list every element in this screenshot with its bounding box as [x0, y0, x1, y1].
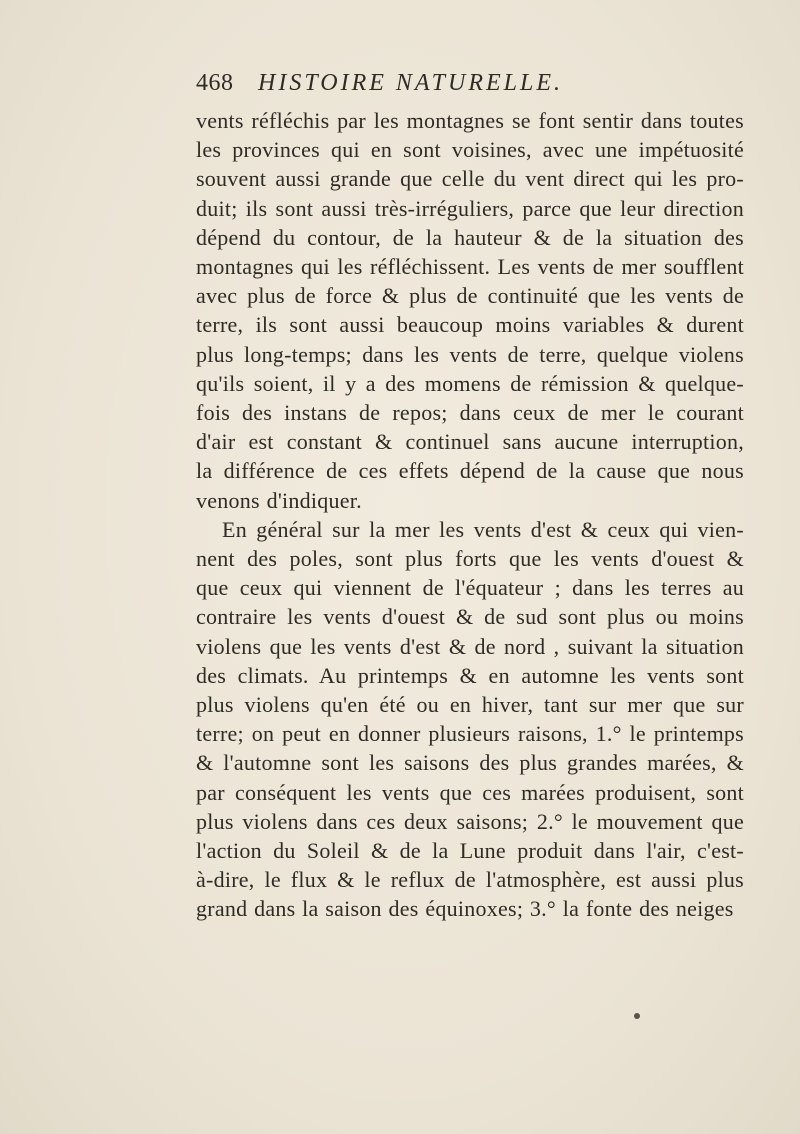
text-line: l'action du Soleil & de la Lune produit dans l'air, c'est-: [196, 838, 744, 864]
text-line: qu'ils soient, il y a des momens de rémission & quelque-: [196, 370, 744, 396]
ink-speck: [634, 1013, 640, 1019]
text-line: nent des poles, sont plus forts que les vents d'ouest &: [196, 546, 744, 572]
text-line: terre, ils sont aussi beaucoup moins variables & durent: [196, 312, 744, 338]
text-line: plus long-temps; dans les vents de terre, quelque violens: [196, 341, 744, 367]
text-line: terre; on peut en donner plusieurs raisons, 1.° le printemps: [196, 721, 744, 747]
text-line: montagnes qui les réfléchissent. Les vents de mer soufflent: [196, 254, 744, 280]
text-line: à-dire, le flux & le reflux de l'atmosphère, est aussi plus: [196, 867, 744, 893]
text-line: souvent aussi grande que celle du vent direct qui les pro-: [196, 166, 744, 192]
text-line: violens que les vents d'est & de nord , suivant la situation: [196, 633, 744, 659]
body-text: [196, 106, 744, 924]
text-line: les provinces qui en sont voisines, avec une impétuosité: [196, 137, 744, 163]
text-line: dépend du contour, de la hauteur & de la situation des: [196, 224, 744, 250]
text-line: venons d'indiquer.: [196, 487, 362, 513]
text-line: plus violens dans ces deux saisons; 2.° le mouvement que: [196, 808, 744, 834]
text-line: En général sur la mer les vents d'est & ceux qui vien-: [222, 516, 744, 542]
text-line: la différence de ces effets dépend de la cause que nous: [196, 458, 744, 484]
text-line: des climats. Au printemps & en automne les vents sont: [196, 662, 744, 688]
text-line: d'air est constant & continuel sans aucune interruption,: [196, 429, 744, 455]
text-line: plus violens qu'en été ou en hiver, tant sur mer que sur: [196, 692, 744, 718]
text-line: duit; ils sont aussi très-irréguliers, parce que leur direction: [196, 195, 744, 221]
text-line: & l'automne sont les saisons des plus grandes marées, &: [196, 750, 744, 776]
text-line: par conséquent les vents que ces marées produisent, sont: [196, 779, 744, 805]
text-line: vents réfléchis par les montagnes se font sentir dans toutes: [196, 108, 744, 133]
page-header: [196, 66, 756, 106]
page-number: 468: [196, 70, 234, 96]
running-title: HISTOIRE NATURELLE.: [258, 70, 564, 96]
text-line: avec plus de force & plus de continuité que les vents de: [196, 283, 744, 309]
text-line: contraire les vents d'ouest & de sud sont plus ou moins: [196, 604, 744, 630]
text-line: fois des instans de repos; dans ceux de mer le courant: [196, 400, 744, 426]
text-line: que ceux qui viennent de l'équateur ; dans les terres au: [196, 575, 744, 601]
text-line: grand dans la saison des équinoxes; 3.° la fonte des neiges: [196, 896, 734, 922]
